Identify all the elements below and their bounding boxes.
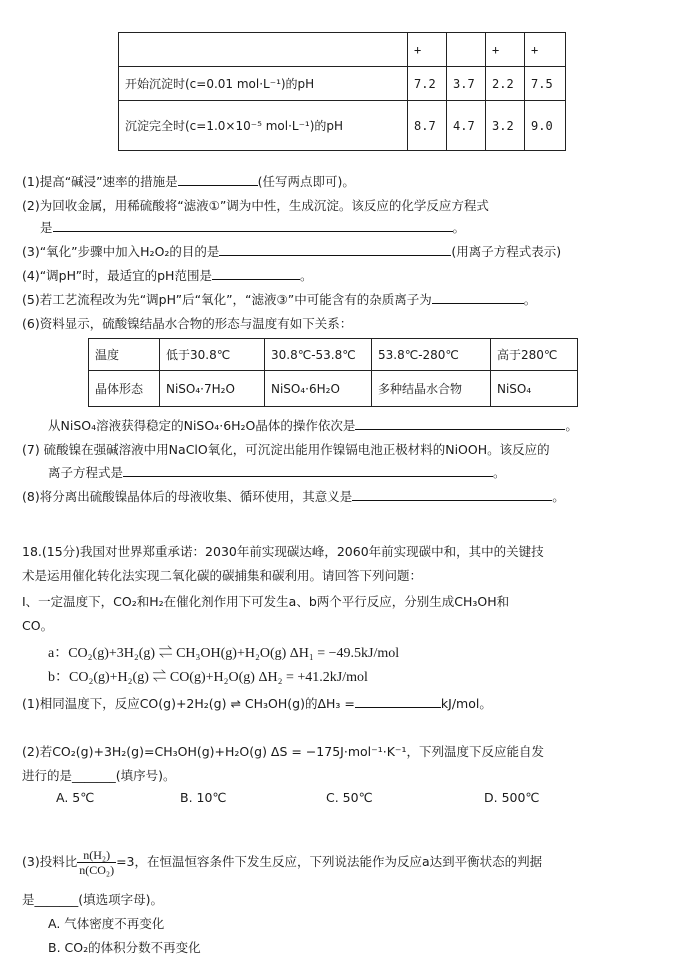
question-text: 从NiSO₄溶液获得稳定的NiSO₄·6H₂O晶体的操作依次是 [48, 418, 356, 433]
table-cell: 53.8℃-280℃ [372, 339, 491, 371]
ion-ph-table [118, 32, 566, 151]
answer-blank[interactable] [123, 463, 493, 477]
table-cell: NiSO₄ [491, 371, 578, 407]
question-8 [22, 487, 565, 505]
table-cell: 30.8℃-53.8℃ [265, 339, 372, 371]
option-b: B. 10℃ [180, 790, 227, 805]
table-cell: 低于30.8℃ [160, 339, 265, 371]
table-cell: + [486, 33, 525, 67]
option-a: A. 5℃ [56, 790, 95, 805]
sub-question-2-line2: 进行的是_______(填序号)。 [22, 768, 176, 783]
question-4 [22, 266, 312, 284]
question-tail: 。 [299, 268, 313, 283]
sub-question-3-line2: 是_______(填选项字母)。 [22, 892, 164, 907]
question-text: (3)“氧化”步骤中加入H₂O₂的目的是 [22, 244, 220, 259]
question-tail: (用离子方程式表示) [451, 244, 562, 259]
question-18-line3: Ⅰ、一定温度下，CO₂和H₂在催化剂作用下可发生a、b两个平行反应，分别生成CH₃OH和 [22, 594, 510, 609]
table-cell: 2.2 [486, 67, 525, 101]
table-cell: 7.5 [525, 67, 566, 101]
question-tail: 。 [565, 418, 578, 433]
question-18-line4: CO。 [22, 618, 54, 633]
crystal-form-table [88, 338, 578, 407]
question-5 [22, 290, 536, 308]
question-text: (4)“调pH”时，最适宜的pH范围是 [22, 268, 212, 283]
answer-blank[interactable] [212, 266, 300, 280]
table-row [119, 67, 566, 101]
answer-blank[interactable] [53, 218, 453, 232]
fraction-denominator: n(CO₂) [79, 863, 115, 877]
question-text: =3，在恒温恒容条件下发生反应，下列说法能作为反应a达到平衡状态的判据 [116, 854, 543, 869]
table-cell: 沉淀完全时(c=1.0×10⁻⁵ mol·L⁻¹)的pH [119, 101, 408, 151]
table-row [89, 339, 578, 371]
answer-blank[interactable] [355, 694, 441, 708]
sub-question-2: (2)若CO₂(g)+3H₂(g)=CH₃OH(g)+H₂O(g) ΔS = −175J·mol⁻¹·K⁻¹，下列温度下反应能自发 [22, 744, 545, 759]
sub-question-3 [22, 848, 542, 877]
question-tail: (任写两点即可)。 [257, 174, 355, 189]
question-18-line1: 18.(15分)我国对世界郑重承诺：2030年前实现碳达峰，2060年前实现碳中和，其中的关键技 [22, 544, 544, 559]
question-tail: 。 [493, 465, 506, 480]
question-7-line2 [48, 463, 506, 481]
question-text: (1)提高“碱浸”速率的措施是 [22, 174, 178, 189]
table-row [119, 33, 566, 67]
question-1 [22, 172, 355, 190]
table-cell: + [525, 33, 566, 67]
table-cell: 9.0 [525, 101, 566, 151]
question-tail: 。 [523, 292, 537, 307]
question-18-line2: 术是运用催化转化法实现二氧化碳的碳捕集和碳利用。请回答下列问题： [22, 568, 423, 583]
table-cell: 3.2 [486, 101, 525, 151]
question-7-line1: (7) 硫酸镍在强碱溶液中用NaClO氧化，可沉淀出能用作镍镉电池正极材料的NiOOH。该反应的 [22, 442, 550, 457]
answer-blank[interactable] [178, 172, 258, 186]
table-cell: 4.7 [447, 101, 486, 151]
question-6-operation [48, 416, 578, 434]
question-tail: kJ/mol。 [440, 696, 492, 711]
table-cell: 7.2 [408, 67, 447, 101]
table-cell: NiSO₄·7H₂O [160, 371, 265, 407]
table-cell: 8.7 [408, 101, 447, 151]
question-2-line1: (2)为回收金属，用稀硫酸将“滤液①”调为中性，生成沉淀。该反应的化学反应方程式 [22, 198, 489, 213]
question-text: 离子方程式是 [48, 465, 124, 480]
table-cell: + [408, 33, 447, 67]
table-row [119, 101, 566, 151]
option-d: D. 500℃ [484, 790, 540, 805]
question-tail: 。 [552, 489, 565, 504]
table-cell: 温度 [89, 339, 160, 371]
reaction-b: b：CO₂(g)+H₂(g) ⇌ CO(g)+H₂O(g) ΔH₂ = +41.2kJ/mol [48, 670, 368, 685]
question-6: (6)资料显示，硫酸镍结晶水合物的形态与温度有如下关系： [22, 316, 353, 331]
question-text: (8)将分离出硫酸镍晶体后的母液收集、循环使用，其意义是 [22, 489, 353, 504]
question-text: (5)若工艺流程改为先“调pH”后“氧化”，“滤液③”中可能含有的杂质离子为 [22, 292, 432, 307]
table-cell: 多种结晶水合物 [372, 371, 491, 407]
feed-ratio-fraction [77, 848, 116, 877]
question-3 [22, 242, 561, 260]
option-b: B. CO₂的体积分数不再变化 [48, 940, 201, 955]
table-cell: 开始沉淀时(c=0.01 mol·L⁻¹)的pH [119, 67, 408, 101]
answer-blank[interactable] [352, 487, 552, 501]
answer-blank[interactable] [219, 242, 451, 256]
question-text: (3)投料比 [22, 854, 78, 869]
question-tail: 。 [452, 220, 466, 235]
table-cell: 高于280℃ [491, 339, 578, 371]
answer-blank[interactable] [432, 290, 524, 304]
option-c: C. 50℃ [326, 790, 373, 805]
table-cell: 3.7 [447, 67, 486, 101]
table-row [89, 371, 578, 407]
question-2-line2 [40, 218, 465, 236]
option-a: A. 气体密度不再变化 [48, 916, 165, 931]
question-text: 是 [40, 220, 53, 235]
sub-question-1 [22, 694, 492, 712]
question-text: (1)相同温度下，反应CO(g)+2H₂(g) ⇌ CH₃OH(g)的ΔH₃ = [22, 696, 355, 711]
fraction-numerator: n(H₂) [77, 848, 116, 863]
reaction-a: a：CO₂(g)+3H₂(g) ⇌ CH₃OH(g)+H₂O(g) ΔH₁ = −49.5kJ/mol [48, 646, 400, 661]
table-cell [447, 33, 486, 67]
table-cell [119, 33, 408, 67]
answer-blank[interactable] [355, 416, 565, 430]
table-cell: 晶体形态 [89, 371, 160, 407]
table-cell: NiSO₄·6H₂O [265, 371, 372, 407]
